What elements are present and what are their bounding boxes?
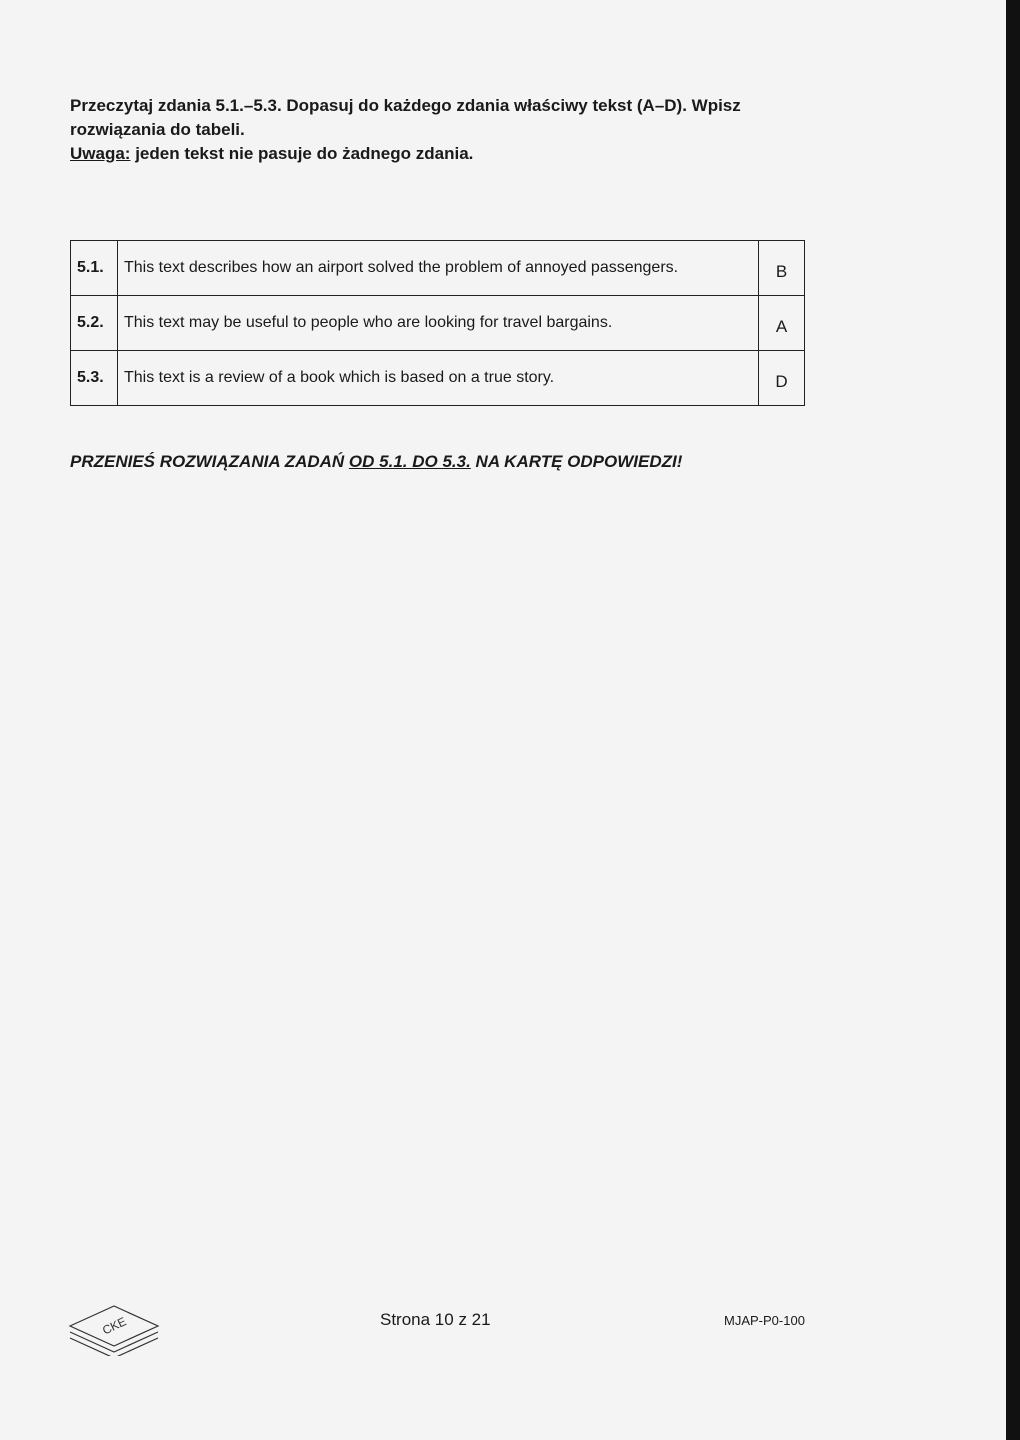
- transfer-part-3: NA KARTĘ ODPOWIEDZI!: [470, 452, 683, 471]
- instruction-line-1: Przeczytaj zdania 5.1.–5.3. Dopasuj do każdego zdania właściwy tekst (A–D). Wpisz: [70, 96, 741, 115]
- instruction-line-2: rozwiązania do tabeli.: [70, 120, 245, 139]
- table-row: [71, 241, 805, 296]
- instruction-note: [70, 142, 830, 166]
- exam-code: MJAP-P0-100: [724, 1313, 805, 1328]
- answer-table: [70, 240, 805, 406]
- transfer-part-1: PRZENIEŚ ROZWIĄZANIA ZADAŃ: [70, 452, 349, 471]
- transfer-instruction: [70, 452, 682, 472]
- logo-text: CKE: [100, 1314, 129, 1338]
- page-number: Strona 10 z 21: [380, 1310, 491, 1329]
- transfer-range: OD 5.1. DO 5.3.: [348, 452, 471, 471]
- cke-logo-icon: [62, 1300, 172, 1356]
- note-label: Uwaga:: [70, 144, 131, 163]
- row-statement: This text describes how an airport solved the problem of annoyed passengers.: [118, 241, 759, 296]
- row-statement: This text is a review of a book which is based on a true story.: [118, 351, 759, 406]
- row-number: 5.3.: [71, 351, 118, 406]
- row-answer[interactable]: B: [759, 241, 805, 296]
- row-answer[interactable]: A: [759, 296, 805, 351]
- scan-edge: [1006, 0, 1020, 1440]
- row-number: 5.1.: [71, 241, 118, 296]
- task-instructions: [70, 94, 830, 166]
- row-number: 5.2.: [71, 296, 118, 351]
- row-statement: This text may be useful to people who are looking for travel bargains.: [118, 296, 759, 351]
- table-row: [71, 296, 805, 351]
- note-text: jeden tekst nie pasuje do żadnego zdania.: [130, 144, 474, 163]
- table-row: [71, 351, 805, 406]
- row-answer[interactable]: D: [759, 351, 805, 406]
